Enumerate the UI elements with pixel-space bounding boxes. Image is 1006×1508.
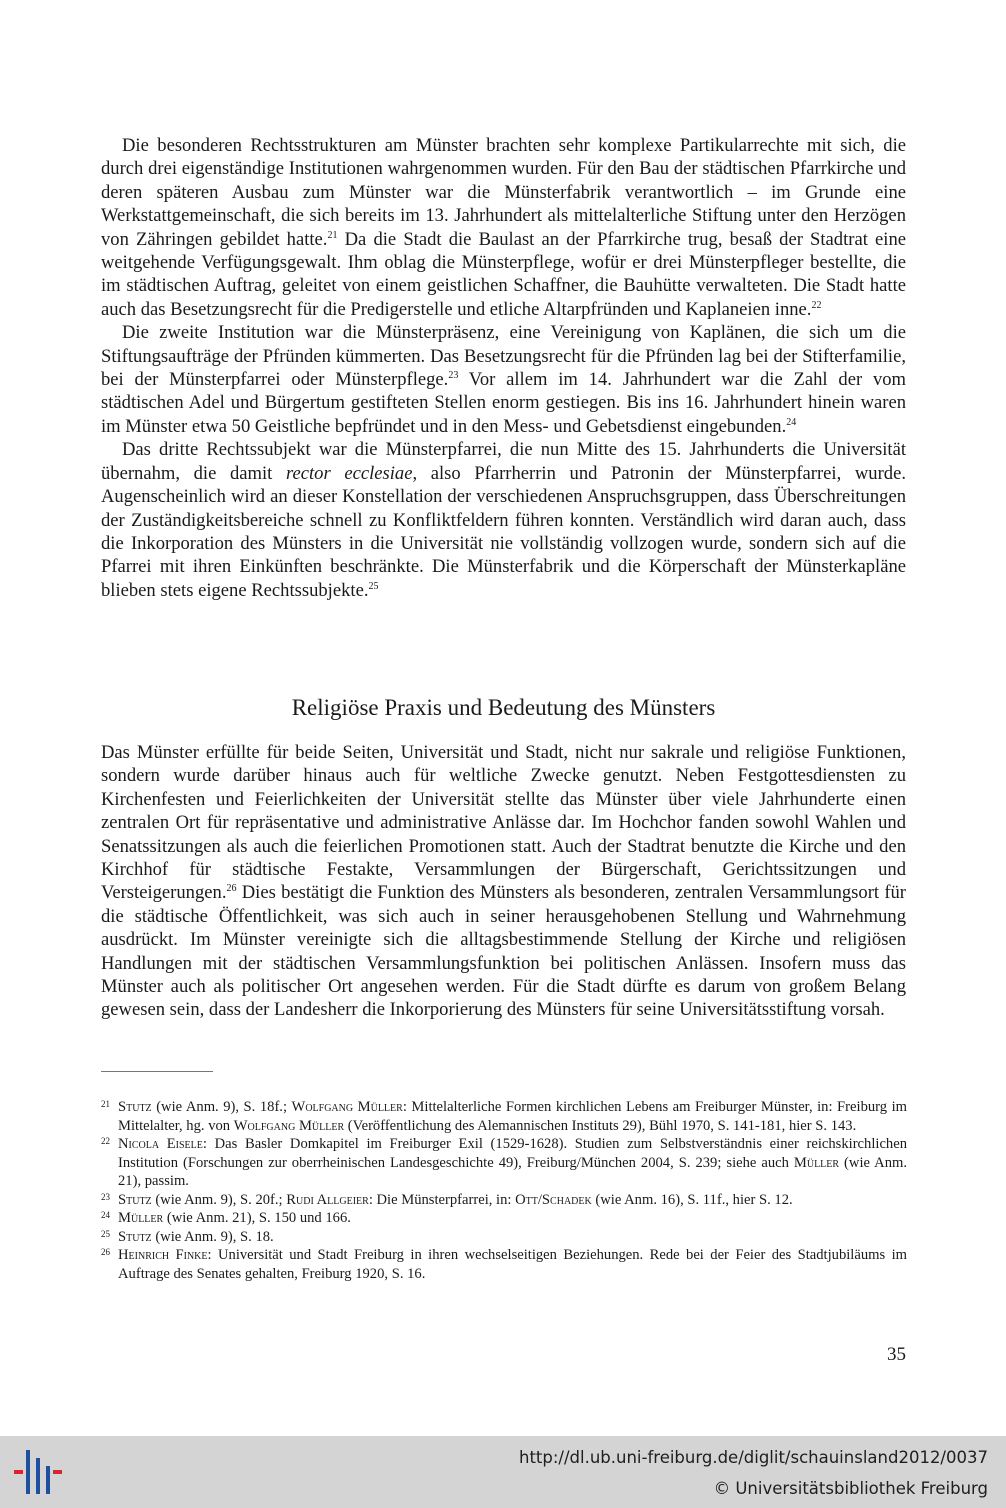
author-name: Müller: [793, 1154, 840, 1171]
author-name: Ott/Schadek: [515, 1191, 592, 1208]
paragraph-4: Das Münster erfüllte für beide Seiten, Universität und Stadt, nicht nur sakrale und religiöse Funktionen, sondern wurde darüber hinaus auch für weltliche Zwecke genutzt. Neben Festgottesdiensten zu Kirchenfesten und Feierlichkeiten der Universität stellte das Münster über viele Jahrhunderte einen zentralen Ort für repräsentative und administrative Anlässe dar. Im Hochchor fanden sowohl Wahlen und Senatssitzungen als auch die feierlichen Promotionen statt. Auch der Stadtrat benutzte die Kirche und den Kirchhof für städtische Festakte, Versammlungen der Bürgerschaft, Gerichtssitzungen und Versteigerungen.$^{26}$ Dies bestätigt die Funktion des Münsters als besonderen, zentralen Versammlungsort für die städtische Öffentlichkeit, was sich auch in seiner herausgehobenen Stellung und Wahrnehmung ausdrückt. Im Münster vereinigte sich die alltagsbestimmende Stellung der Kirche und religiösen Handlungen mit der städtischen Versammlungsfunktion bei politischen Anlässen. Insofern muss das Münster auch als politischer Ort angesehen werden. Für die Stadt dürfte es darum von großem Belang gewesen sein, dass der Landesherr die Inkorporierung des Münsters für seine Universitätsstiftung vorsah.: [101, 742, 906, 1021]
footnote-24: 24 Müller (wie Anm. 21), S. 150 und 166.: [101, 1210, 351, 1226]
author-name: Stutz: [118, 1228, 152, 1245]
latin-term: rector ecclesiae: [285, 462, 413, 484]
footnote-text: : Mittelalterliche Formen kirchlichen Lebens am Freiburger Münster, in: Freiburg im Mittelalter, hg. von: [118, 1099, 907, 1134]
footnote-text: (wie Anm. 9), S. 20f.;: [151, 1191, 287, 1208]
author-name: Müller: [118, 1210, 164, 1226]
author-name: Stutz: [118, 1099, 152, 1115]
footnote-text: (wie Anm. 16), S. 11f., hier S. 12.: [591, 1191, 793, 1208]
footer-bar: [0, 1436, 1006, 1508]
footnote-ref-21[interactable]: 21: [327, 229, 338, 241]
library-logo-icon[interactable]: [8, 1444, 68, 1500]
body-text-section-1: [101, 134, 906, 602]
paragraph-2: Die zweite Institution war die Münsterpräsenz, eine Vereinigung von Kaplänen, die sich um die Stiftungsaufträge der Pfründen kümmerten. Das Besetzungsrecht für die Pfründen lag bei der Stifterfamilie, bei der Münsterpfarrei oder Münsterpflege.$^{23}$ Vor allem im 14. Jahrhundert war die Zahl der vom städtischen Adel und Bürgertum gestifteten Stellen enorm gestiegen. Bis ins 16. Jahrhundert hinein waren im Münster etwa 50 Geistliche bepfründet und in den Mess- und Gebetsdienst eingebunden.$^{24}$: [101, 322, 906, 437]
footnote-ref-22[interactable]: 22: [811, 299, 822, 311]
footnote-25: 25 Stutz (wie Anm. 9), S. 18.: [101, 1228, 274, 1245]
footnotes: [101, 1098, 907, 1283]
author-name: Rudi Allgeier: [286, 1191, 369, 1208]
copyright-text: © Universitätsbibliothek Freiburg: [713, 1479, 988, 1498]
section-heading: Religiöse Praxis und Bedeutung des Münsters: [291, 695, 716, 720]
author-name: Wolfgang Müller: [233, 1117, 345, 1134]
footnote-text: (wie Anm. 9), S. 18f.;: [151, 1099, 292, 1115]
footnote-text: (wie Anm. 21), passim.: [118, 1154, 907, 1189]
footnote-ref-24[interactable]: 24: [786, 416, 797, 428]
author-name: Wolfgang Müller: [291, 1099, 403, 1115]
footnote-divider: [101, 1071, 213, 1072]
footnote-22: 22 Nicola Eisele: Das Basler Domkapitel im Freiburger Exil (1529-1628). Studien zum Selbstverständnis einer reichskirchlichen Institution (Forschungen zur oberrheinischen Landesgeschichte 49), Freiburg/München 2004, S. 239; siehe auch Müller (wie Anm. 21), passim.: [101, 1136, 907, 1189]
footnote-text: : Die Münsterpfarrei, in:: [368, 1191, 516, 1208]
page-number: 35: [887, 1344, 906, 1365]
author-name: Nicola Eisele: [118, 1136, 203, 1152]
footnote-26: 26 Heinrich Finke: Universität und Stadt Freiburg in ihren wechselseitigen Beziehungen. Rede bei der Feier des Stadtjubiläums im Auftrage des Senates gehalten, Freiburg 1920, S. 16.: [101, 1247, 907, 1282]
footnote-ref-25[interactable]: 25: [368, 580, 379, 592]
footnote-text: (Veröffentlichung des Alemannischen Instituts 29), Bühl 1970, S. 141-181, hier S. 143.: [344, 1117, 857, 1134]
footnote-ref-23[interactable]: 23: [448, 370, 459, 382]
author-name: Heinrich Finke: [118, 1247, 208, 1263]
footnote-text: : Universität und Stadt Freiburg in ihren wechselseitigen Beziehungen. Rede bei der Feier des Stadtjubiläums im Auftrage des Senates gehalten, Freiburg 1920, S. 16.: [118, 1247, 907, 1282]
document-url-link[interactable]: http://dl.ub.uni-freiburg.de/diglit/schauinsland2012/0037: [518, 1448, 988, 1467]
footnote-23: 23 Stutz (wie Anm. 9), S. 20f.; Rudi Allgeier: Die Münsterpfarrei, in: Ott/Schadek (wie Anm. 16), S. 11f., hier S. 12.: [101, 1191, 793, 1208]
footnote-text: (wie Anm. 21), S. 150 und 166.: [163, 1210, 351, 1226]
footnote-ref-26[interactable]: 26: [226, 883, 237, 895]
footnote-21: 21 Stutz (wie Anm. 9), S. 18f.; Wolfgang Müller: Mittelalterliche Formen kirchlichen Lebens am Freiburger Münster, in: Freiburg im Mittelalter, hg. von Wolfgang Müller (Veröffentlichung des Alemannischen Instituts 29), Bühl 1970, S. 141-181, hier S. 143.: [101, 1099, 907, 1134]
paragraph-3: Das dritte Rechtssubjekt war die Münsterpfarrei, die nun Mitte des 15. Jahrhunderts die Universität übernahm, die damit rector ecclesiae, also Pfarrherrin und Patronin der Münsterpfarrei, wurde. Augenscheinlich wird an dieser Konstellation der verschiedenen Anspruchsgruppen, dass Überschreitungen der Zuständigkeitsbereiche schnell zu Konfliktfeldern führen konnten. Verständlich wird daran auch, dass die Inkorporation des Münsters in die Universität nie vollständig vollzogen wurde, sondern sich auf die Pfarrei mit ihren Einkünften beschränkte. Die Münsterfabrik und die Körperschaft der Münsterkapläne blieben stets eigene Rechtssubjekte.$^{25}$: [101, 439, 906, 601]
footnote-text: : Das Basler Domkapitel im Freiburger Exil (1529-1628). Studien zum Selbstverständnis einer reichskirchlichen Institution (Forschungen zur oberrheinischen Landesgeschichte 49), Freiburg/München 2004, S. 239; siehe auch: [118, 1136, 907, 1171]
author-name: Stutz: [118, 1191, 152, 1208]
body-text-section-2: [101, 741, 906, 1022]
paragraph-1: Die besonderen Rechtsstrukturen am Münster brachten sehr komplexe Partikularrechte mit sich, die durch drei eigenständige Institutionen wahrgenommen wurden. Für den Bau der städtischen Pfarrkirche und deren späteren Ausbau zum Münster war die Münsterfabrik verantwortlich – im Grunde eine Werkstattgemeinschaft, die sich bereits im 13. Jahrhundert als mittelalterliche Stiftung unter den Herzögen von Zähringen gebildet hatte.$^{21}$ Da die Stadt die Baulast an der Pfarrkirche trug, besaß der Stadtrat eine weitgehende Verfügungsgewalt. Ihm oblag die Münsterpflege, wofür er drei Münsterpfleger bestellte, die im städtischen Auftrag, geleitet von einem geistlichen Schaffner, die Bauhütte verwalteten. Die Stadt hatte auch das Besetzungsrecht für die Predigerstelle und etliche Altarpfründen und Kaplaneien inne.$^{22}$: [101, 135, 906, 320]
footnote-text: (wie Anm. 9), S. 18.: [151, 1228, 274, 1245]
